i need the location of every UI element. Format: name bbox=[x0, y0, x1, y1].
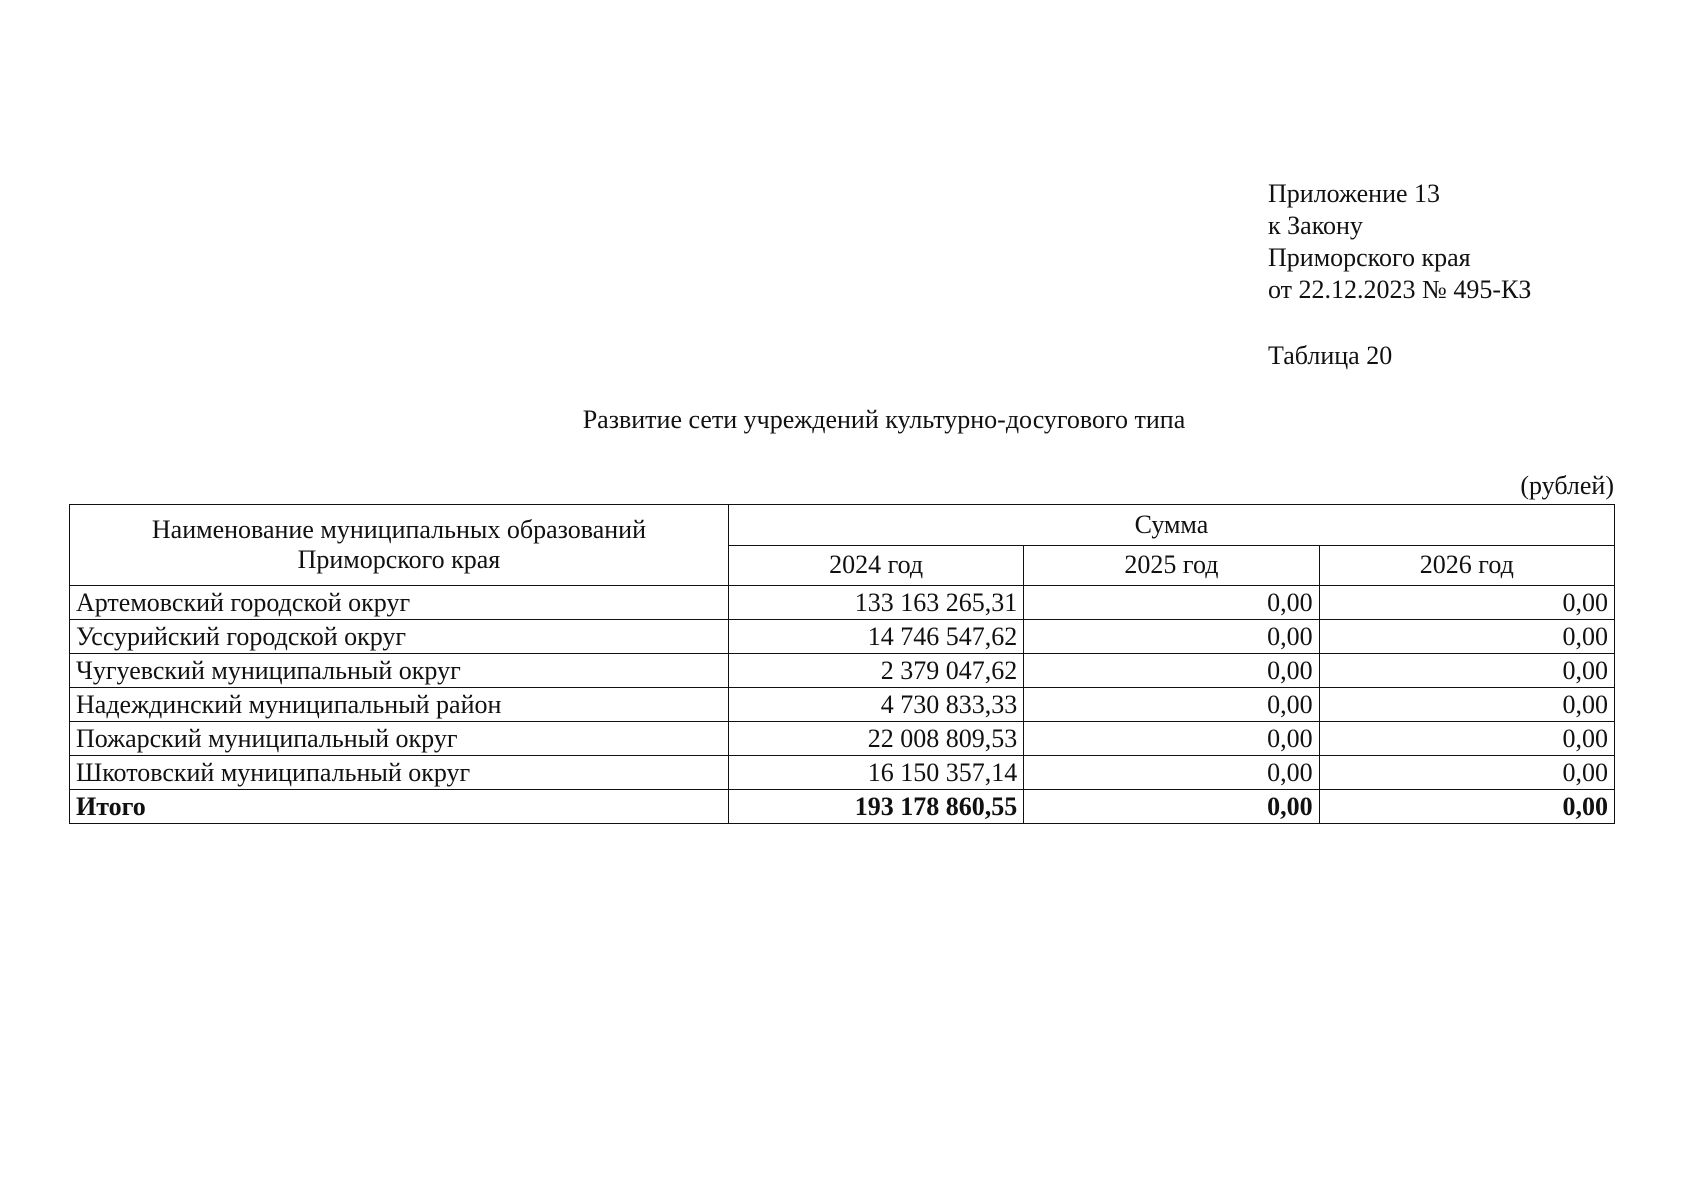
row-value-2024: 4 730 833,33 bbox=[728, 688, 1023, 722]
total-value-2024: 193 178 860,55 bbox=[728, 790, 1023, 824]
row-value-2024: 2 379 047,62 bbox=[728, 654, 1023, 688]
row-municipality: Надеждинский муниципальный район bbox=[70, 688, 729, 722]
row-value-2026: 0,00 bbox=[1319, 620, 1614, 654]
total-value-2025: 0,00 bbox=[1024, 790, 1319, 824]
row-value-2026: 0,00 bbox=[1319, 654, 1614, 688]
row-value-2026: 0,00 bbox=[1319, 722, 1614, 756]
header-year-2025: 2025 год bbox=[1024, 545, 1319, 586]
appendix-number: Приложение 13 bbox=[1268, 179, 1441, 208]
row-value-2025: 0,00 bbox=[1024, 688, 1319, 722]
appendix-date: от 22.12.2023 № 495-КЗ bbox=[1268, 275, 1532, 304]
row-value-2026: 0,00 bbox=[1319, 688, 1614, 722]
row-value-2024: 133 163 265,31 bbox=[728, 586, 1023, 620]
row-value-2025: 0,00 bbox=[1024, 620, 1319, 654]
row-value-2025: 0,00 bbox=[1024, 756, 1319, 790]
appendix-region: Приморского края bbox=[1268, 243, 1471, 272]
table-row bbox=[70, 654, 1615, 688]
total-label: Итого bbox=[70, 790, 729, 824]
table-row bbox=[70, 722, 1615, 756]
currency-unit: (рублей) bbox=[1520, 471, 1614, 500]
row-value-2024: 14 746 547,62 bbox=[728, 620, 1023, 654]
table-row bbox=[70, 620, 1615, 654]
table-row bbox=[70, 586, 1615, 620]
appendix-reference bbox=[1268, 178, 1531, 306]
row-value-2024: 22 008 809,53 bbox=[728, 722, 1023, 756]
header-sum: Сумма bbox=[728, 505, 1614, 546]
total-value-2026: 0,00 bbox=[1319, 790, 1614, 824]
row-value-2026: 0,00 bbox=[1319, 586, 1614, 620]
row-value-2025: 0,00 bbox=[1024, 654, 1319, 688]
row-municipality: Уссурийский городской округ bbox=[70, 620, 729, 654]
table-row bbox=[70, 756, 1615, 790]
header-municipality-line2: Приморского края bbox=[297, 545, 501, 574]
total-row bbox=[70, 790, 1615, 824]
table-row bbox=[70, 688, 1615, 722]
row-value-2025: 0,00 bbox=[1024, 722, 1319, 756]
header-municipality-line1: Наименование муниципальных образований bbox=[151, 515, 646, 544]
row-value-2025: 0,00 bbox=[1024, 586, 1319, 620]
row-municipality: Пожарский муниципальный округ bbox=[70, 722, 729, 756]
table-label: Таблица 20 bbox=[1268, 341, 1393, 370]
header-municipality bbox=[70, 505, 729, 586]
row-municipality: Чугуевский муниципальный округ bbox=[70, 654, 729, 688]
row-municipality: Артемовский городской округ bbox=[70, 586, 729, 620]
row-municipality: Шкотовский муниципальный округ bbox=[70, 756, 729, 790]
header-year-2024: 2024 год bbox=[728, 545, 1023, 586]
budget-table bbox=[69, 504, 1615, 824]
row-value-2024: 16 150 357,14 bbox=[728, 756, 1023, 790]
document-title: Развитие сети учреждений культурно-досугового типа bbox=[582, 405, 1186, 434]
appendix-law: к Закону bbox=[1268, 211, 1363, 240]
header-year-2026: 2026 год bbox=[1319, 545, 1614, 586]
row-value-2026: 0,00 bbox=[1319, 756, 1614, 790]
